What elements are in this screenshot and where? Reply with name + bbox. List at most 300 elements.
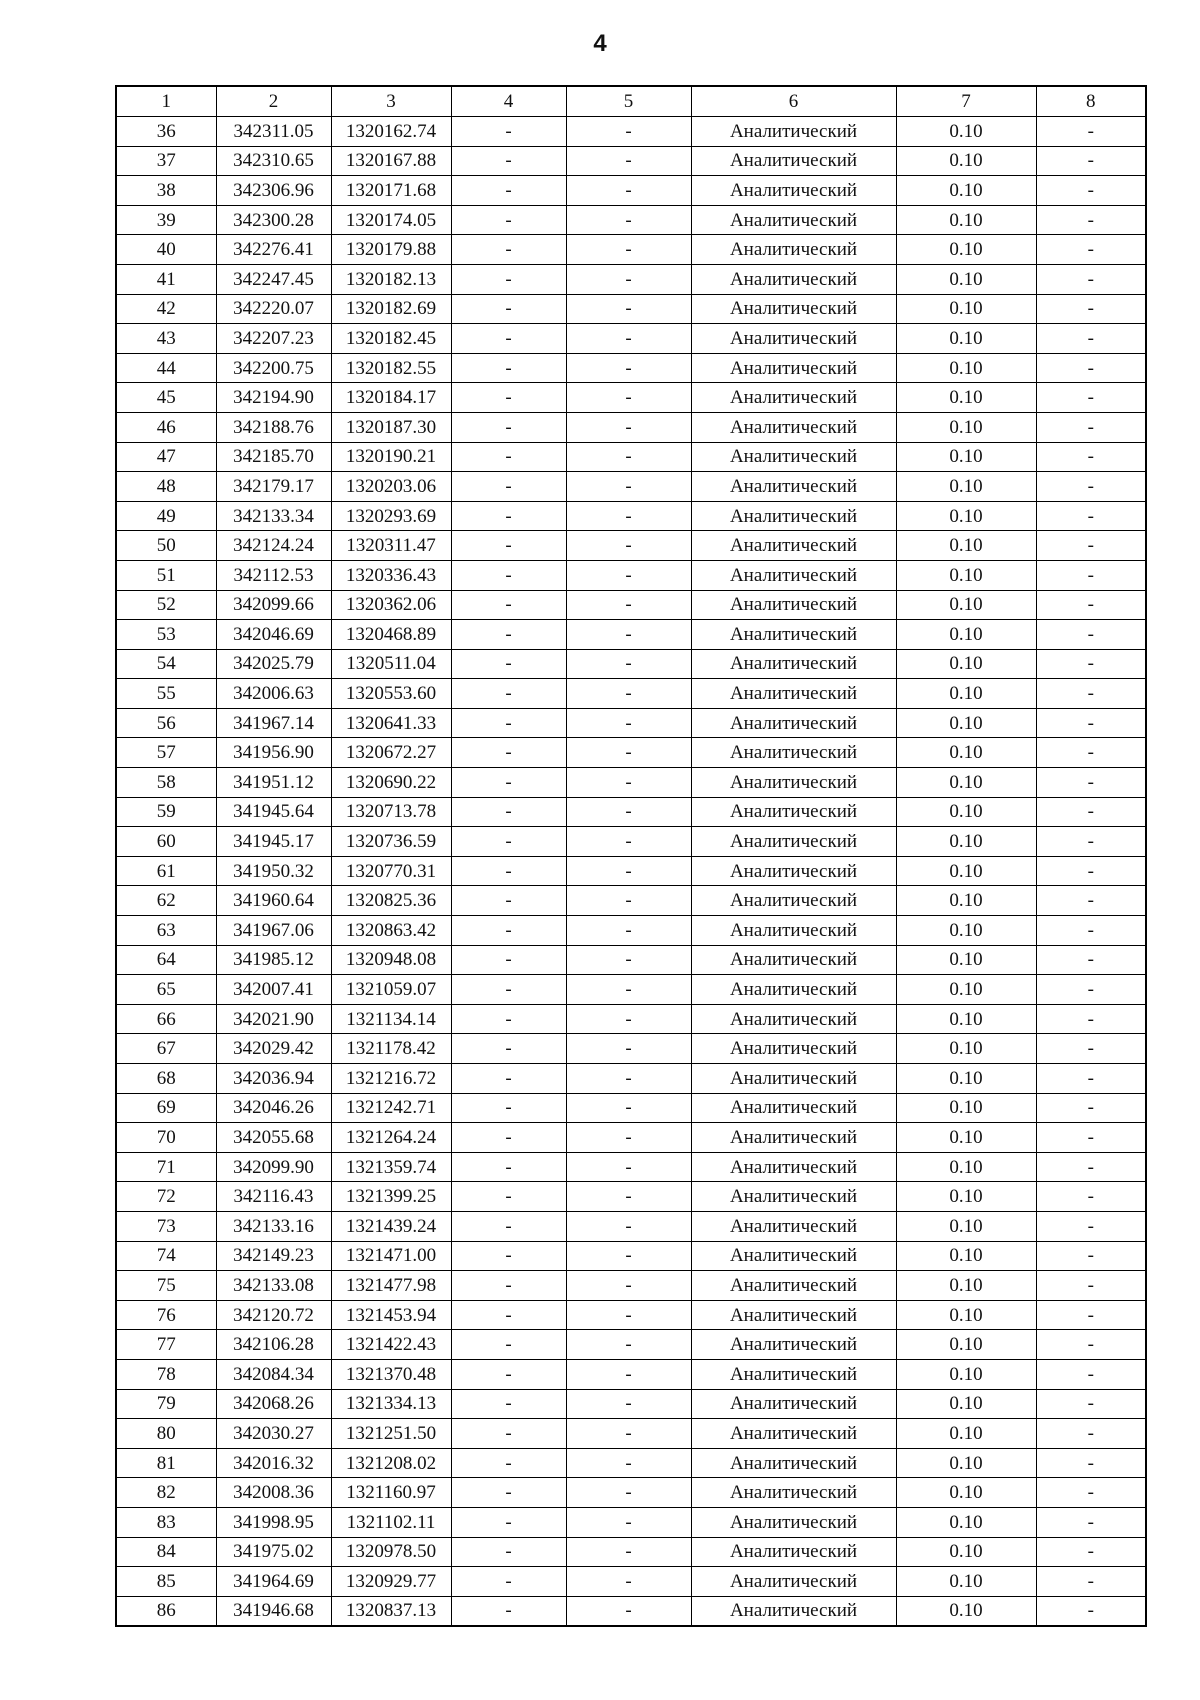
table-row [116, 353, 1146, 383]
table-cell-col-6: Аналитический [691, 353, 896, 383]
table-cell-col-3: 1321439.24 [331, 1211, 451, 1241]
table-cell-col-8: - [1036, 324, 1146, 354]
table-cell-col-5: - [566, 1330, 691, 1360]
table-cell-col-1: 54 [116, 649, 216, 679]
table-cell-col-5: - [566, 324, 691, 354]
table-cell-col-3: 1320825.36 [331, 886, 451, 916]
table-cell-col-2: 342185.70 [216, 442, 331, 472]
table-cell-col-5: - [566, 1567, 691, 1597]
column-header-1: 1 [116, 86, 216, 117]
table-cell-col-8: - [1036, 472, 1146, 502]
table-cell-col-2: 342188.76 [216, 412, 331, 442]
table-cell-col-7: 0.10 [896, 945, 1036, 975]
table-cell-col-2: 341985.12 [216, 945, 331, 975]
column-header-4: 4 [451, 86, 566, 117]
table-cell-col-6: Аналитический [691, 117, 896, 147]
table-cell-col-4: - [451, 1596, 566, 1626]
table-row [116, 1596, 1146, 1626]
table-cell-col-7: 0.10 [896, 708, 1036, 738]
table-cell-col-4: - [451, 886, 566, 916]
table-cell-col-1: 74 [116, 1241, 216, 1271]
table-cell-col-8: - [1036, 1271, 1146, 1301]
table-cell-col-4: - [451, 738, 566, 768]
table-cell-col-4: - [451, 1152, 566, 1182]
table-cell-col-8: - [1036, 531, 1146, 561]
table-cell-col-6: Аналитический [691, 1478, 896, 1508]
table-cell-col-8: - [1036, 1507, 1146, 1537]
table-cell-col-8: - [1036, 768, 1146, 798]
table-cell-col-4: - [451, 264, 566, 294]
table-cell-col-4: - [451, 649, 566, 679]
table-cell-col-3: 1320553.60 [331, 679, 451, 709]
table-row [116, 560, 1146, 590]
table-cell-col-8: - [1036, 442, 1146, 472]
table-cell-col-7: 0.10 [896, 1419, 1036, 1449]
table-cell-col-5: - [566, 1596, 691, 1626]
table-cell-col-1: 52 [116, 590, 216, 620]
table-cell-col-5: - [566, 679, 691, 709]
table-row [116, 412, 1146, 442]
table-cell-col-3: 1320190.21 [331, 442, 451, 472]
table-cell-col-8: - [1036, 1123, 1146, 1153]
table-cell-col-4: - [451, 205, 566, 235]
table-cell-col-1: 55 [116, 679, 216, 709]
table-cell-col-6: Аналитический [691, 679, 896, 709]
table-cell-col-7: 0.10 [896, 1123, 1036, 1153]
table-row [116, 1034, 1146, 1064]
table-cell-col-3: 1320162.74 [331, 117, 451, 147]
table-cell-col-6: Аналитический [691, 412, 896, 442]
table-cell-col-5: - [566, 531, 691, 561]
table-cell-col-1: 71 [116, 1152, 216, 1182]
table-cell-col-4: - [451, 1448, 566, 1478]
table-cell-col-6: Аналитический [691, 1093, 896, 1123]
table-cell-col-6: Аналитический [691, 1123, 896, 1153]
table-cell-col-7: 0.10 [896, 768, 1036, 798]
table-cell-col-2: 342133.16 [216, 1211, 331, 1241]
table-cell-col-4: - [451, 1241, 566, 1271]
table-cell-col-2: 342116.43 [216, 1182, 331, 1212]
table-cell-col-7: 0.10 [896, 117, 1036, 147]
table-cell-col-8: - [1036, 975, 1146, 1005]
table-cell-col-4: - [451, 916, 566, 946]
table-cell-col-7: 0.10 [896, 412, 1036, 442]
table-cell-col-3: 1320978.50 [331, 1537, 451, 1567]
table-cell-col-3: 1320187.30 [331, 412, 451, 442]
table-cell-col-7: 0.10 [896, 1359, 1036, 1389]
table-cell-col-1: 70 [116, 1123, 216, 1153]
table-cell-col-2: 342300.28 [216, 205, 331, 235]
table-cell-col-3: 1320184.17 [331, 383, 451, 413]
table-cell-col-8: - [1036, 235, 1146, 265]
table-row [116, 1004, 1146, 1034]
table-cell-col-7: 0.10 [896, 1596, 1036, 1626]
table-row [116, 1123, 1146, 1153]
table-cell-col-1: 69 [116, 1093, 216, 1123]
table-row [116, 176, 1146, 206]
table-cell-col-3: 1320770.31 [331, 856, 451, 886]
table-row [116, 442, 1146, 472]
table-cell-col-5: - [566, 1537, 691, 1567]
table-row [116, 1241, 1146, 1271]
table-row [116, 1211, 1146, 1241]
table-cell-col-8: - [1036, 146, 1146, 176]
table-cell-col-5: - [566, 472, 691, 502]
column-header-8: 8 [1036, 86, 1146, 117]
table-cell-col-1: 83 [116, 1507, 216, 1537]
table-cell-col-8: - [1036, 117, 1146, 147]
table-row [116, 649, 1146, 679]
table-cell-col-7: 0.10 [896, 1478, 1036, 1508]
table-cell-col-7: 0.10 [896, 1182, 1036, 1212]
table-cell-col-1: 51 [116, 560, 216, 590]
table-cell-col-4: - [451, 1567, 566, 1597]
table-cell-col-1: 44 [116, 353, 216, 383]
table-cell-col-7: 0.10 [896, 146, 1036, 176]
table-cell-col-4: - [451, 856, 566, 886]
table-cell-col-7: 0.10 [896, 353, 1036, 383]
table-cell-col-8: - [1036, 1389, 1146, 1419]
table-cell-col-1: 45 [116, 383, 216, 413]
table-cell-col-2: 342112.53 [216, 560, 331, 590]
table-cell-col-3: 1320293.69 [331, 501, 451, 531]
table-cell-col-5: - [566, 708, 691, 738]
table-row [116, 827, 1146, 857]
table-cell-col-1: 66 [116, 1004, 216, 1034]
page-number: 4 [593, 30, 607, 57]
table-cell-col-4: - [451, 176, 566, 206]
table-cell-col-2: 342311.05 [216, 117, 331, 147]
table-cell-col-4: - [451, 1537, 566, 1567]
table-cell-col-5: - [566, 590, 691, 620]
table-cell-col-5: - [566, 827, 691, 857]
table-row [116, 886, 1146, 916]
table-cell-col-3: 1321059.07 [331, 975, 451, 1005]
table-cell-col-2: 342306.96 [216, 176, 331, 206]
table-cell-col-5: - [566, 797, 691, 827]
column-header-5: 5 [566, 86, 691, 117]
table-cell-col-6: Аналитический [691, 886, 896, 916]
table-cell-col-2: 341975.02 [216, 1537, 331, 1567]
table-cell-col-4: - [451, 679, 566, 709]
table-cell-col-7: 0.10 [896, 442, 1036, 472]
table-cell-col-2: 342030.27 [216, 1419, 331, 1449]
table-row [116, 1389, 1146, 1419]
table-cell-col-7: 0.10 [896, 1330, 1036, 1360]
table-cell-col-2: 342008.36 [216, 1478, 331, 1508]
table-cell-col-3: 1320468.89 [331, 620, 451, 650]
table-cell-col-2: 342124.24 [216, 531, 331, 561]
table-cell-col-4: - [451, 1419, 566, 1449]
table-row [116, 738, 1146, 768]
table-cell-col-7: 0.10 [896, 501, 1036, 531]
table-cell-col-6: Аналитический [691, 146, 896, 176]
table-cell-col-6: Аналитический [691, 856, 896, 886]
coordinates-table [115, 85, 1147, 1627]
table-cell-col-7: 0.10 [896, 264, 1036, 294]
table-cell-col-2: 342007.41 [216, 975, 331, 1005]
table-cell-col-1: 57 [116, 738, 216, 768]
table-cell-col-6: Аналитический [691, 590, 896, 620]
table-cell-col-8: - [1036, 856, 1146, 886]
table-cell-col-7: 0.10 [896, 176, 1036, 206]
table-cell-col-6: Аналитический [691, 797, 896, 827]
table-cell-col-6: Аналитический [691, 916, 896, 946]
table-cell-col-6: Аналитический [691, 1537, 896, 1567]
table-cell-col-7: 0.10 [896, 1034, 1036, 1064]
table-cell-col-1: 39 [116, 205, 216, 235]
table-cell-col-8: - [1036, 1182, 1146, 1212]
table-cell-col-6: Аналитический [691, 383, 896, 413]
table-row [116, 531, 1146, 561]
table-cell-col-6: Аналитический [691, 205, 896, 235]
table-cell-col-3: 1321216.72 [331, 1064, 451, 1094]
table-cell-col-3: 1321102.11 [331, 1507, 451, 1537]
table-cell-col-6: Аналитический [691, 708, 896, 738]
table-cell-col-5: - [566, 738, 691, 768]
table-cell-col-7: 0.10 [896, 679, 1036, 709]
table-cell-col-6: Аналитический [691, 1507, 896, 1537]
table-cell-col-7: 0.10 [896, 975, 1036, 1005]
table-cell-col-7: 0.10 [896, 324, 1036, 354]
table-cell-col-2: 342149.23 [216, 1241, 331, 1271]
table-cell-col-5: - [566, 264, 691, 294]
table-row [116, 975, 1146, 1005]
table-cell-col-6: Аналитический [691, 1004, 896, 1034]
table-cell-col-3: 1321178.42 [331, 1034, 451, 1064]
table-cell-col-5: - [566, 560, 691, 590]
table-cell-col-6: Аналитический [691, 501, 896, 531]
table-cell-col-4: - [451, 1182, 566, 1212]
table-cell-col-7: 0.10 [896, 916, 1036, 946]
table-cell-col-4: - [451, 1507, 566, 1537]
table-cell-col-8: - [1036, 738, 1146, 768]
table-cell-col-6: Аналитический [691, 827, 896, 857]
table-cell-col-8: - [1036, 412, 1146, 442]
table-cell-col-4: - [451, 146, 566, 176]
table-cell-col-8: - [1036, 1448, 1146, 1478]
table-cell-col-6: Аналитический [691, 945, 896, 975]
table-cell-col-6: Аналитический [691, 472, 896, 502]
table-cell-col-4: - [451, 620, 566, 650]
column-header-3: 3 [331, 86, 451, 117]
table-cell-col-6: Аналитический [691, 1182, 896, 1212]
table-cell-col-7: 0.10 [896, 1507, 1036, 1537]
table-cell-col-2: 342021.90 [216, 1004, 331, 1034]
table-cell-col-4: - [451, 945, 566, 975]
table-cell-col-5: - [566, 235, 691, 265]
table-cell-col-5: - [566, 1211, 691, 1241]
table-row [116, 235, 1146, 265]
table-cell-col-5: - [566, 1064, 691, 1094]
table-cell-col-7: 0.10 [896, 383, 1036, 413]
table-cell-col-2: 342068.26 [216, 1389, 331, 1419]
table-cell-col-8: - [1036, 945, 1146, 975]
table-cell-col-6: Аналитический [691, 324, 896, 354]
table-row [116, 679, 1146, 709]
table-cell-col-2: 342200.75 [216, 353, 331, 383]
table-cell-col-4: - [451, 324, 566, 354]
table-row [116, 1567, 1146, 1597]
table-cell-col-4: - [451, 1478, 566, 1508]
table-cell-col-4: - [451, 501, 566, 531]
table-cell-col-5: - [566, 1271, 691, 1301]
table-row [116, 1359, 1146, 1389]
table-header [116, 86, 1146, 117]
table-cell-col-3: 1320182.45 [331, 324, 451, 354]
table-cell-col-2: 341951.12 [216, 768, 331, 798]
table-row [116, 383, 1146, 413]
table-row [116, 324, 1146, 354]
table-cell-col-1: 42 [116, 294, 216, 324]
column-header-2: 2 [216, 86, 331, 117]
table-row [116, 916, 1146, 946]
table-cell-col-3: 1320179.88 [331, 235, 451, 265]
table-cell-col-1: 38 [116, 176, 216, 206]
table-cell-col-3: 1321359.74 [331, 1152, 451, 1182]
table-cell-col-5: - [566, 1123, 691, 1153]
table-cell-col-2: 342310.65 [216, 146, 331, 176]
table-cell-col-1: 59 [116, 797, 216, 827]
table-cell-col-8: - [1036, 205, 1146, 235]
table-cell-col-2: 341946.68 [216, 1596, 331, 1626]
table-row [116, 1448, 1146, 1478]
table-cell-col-3: 1320362.06 [331, 590, 451, 620]
table-cell-col-1: 36 [116, 117, 216, 147]
table-row [116, 1330, 1146, 1360]
table-cell-col-5: - [566, 353, 691, 383]
table-cell-col-4: - [451, 294, 566, 324]
table-cell-col-3: 1320672.27 [331, 738, 451, 768]
table-cell-col-8: - [1036, 1567, 1146, 1597]
table-row [116, 1182, 1146, 1212]
table-cell-col-7: 0.10 [896, 1004, 1036, 1034]
table-row [116, 472, 1146, 502]
table-cell-col-6: Аналитический [691, 176, 896, 206]
table-cell-col-3: 1320311.47 [331, 531, 451, 561]
table-cell-col-1: 43 [116, 324, 216, 354]
table-cell-col-8: - [1036, 1419, 1146, 1449]
table-cell-col-3: 1321242.71 [331, 1093, 451, 1123]
table-cell-col-6: Аналитический [691, 1064, 896, 1094]
table-cell-col-5: - [566, 1152, 691, 1182]
table-cell-col-4: - [451, 1389, 566, 1419]
table-cell-col-2: 342276.41 [216, 235, 331, 265]
table-cell-col-1: 37 [116, 146, 216, 176]
table-cell-col-4: - [451, 827, 566, 857]
table-cell-col-7: 0.10 [896, 1093, 1036, 1123]
table-cell-col-2: 341945.17 [216, 827, 331, 857]
table-cell-col-6: Аналитический [691, 1211, 896, 1241]
table-cell-col-5: - [566, 1034, 691, 1064]
table-cell-col-8: - [1036, 620, 1146, 650]
table-cell-col-8: - [1036, 1330, 1146, 1360]
table-cell-col-1: 63 [116, 916, 216, 946]
table-cell-col-4: - [451, 975, 566, 1005]
table-cell-col-2: 342046.26 [216, 1093, 331, 1123]
table-cell-col-1: 58 [116, 768, 216, 798]
table-cell-col-1: 49 [116, 501, 216, 531]
table-cell-col-8: - [1036, 294, 1146, 324]
table-cell-col-1: 77 [116, 1330, 216, 1360]
table-cell-col-1: 82 [116, 1478, 216, 1508]
table-cell-col-3: 1320736.59 [331, 827, 451, 857]
table-cell-col-3: 1320713.78 [331, 797, 451, 827]
table-cell-col-7: 0.10 [896, 797, 1036, 827]
table-cell-col-1: 41 [116, 264, 216, 294]
table-cell-col-8: - [1036, 1211, 1146, 1241]
table-cell-col-4: - [451, 412, 566, 442]
table-cell-col-1: 84 [116, 1537, 216, 1567]
table-cell-col-5: - [566, 649, 691, 679]
table-cell-col-6: Аналитический [691, 768, 896, 798]
table-cell-col-4: - [451, 235, 566, 265]
table-cell-col-8: - [1036, 827, 1146, 857]
table-row [116, 1093, 1146, 1123]
table-cell-col-2: 342106.28 [216, 1330, 331, 1360]
table-row [116, 708, 1146, 738]
table-cell-col-2: 341945.64 [216, 797, 331, 827]
table-cell-col-4: - [451, 383, 566, 413]
table-cell-col-6: Аналитический [691, 1271, 896, 1301]
table-cell-col-7: 0.10 [896, 1152, 1036, 1182]
table-cell-col-3: 1321134.14 [331, 1004, 451, 1034]
table-cell-col-1: 75 [116, 1271, 216, 1301]
table-cell-col-5: - [566, 383, 691, 413]
table-cell-col-2: 342006.63 [216, 679, 331, 709]
table-cell-col-7: 0.10 [896, 649, 1036, 679]
table-cell-col-7: 0.10 [896, 1064, 1036, 1094]
table-cell-col-7: 0.10 [896, 827, 1036, 857]
table-cell-col-1: 67 [116, 1034, 216, 1064]
table-cell-col-3: 1321471.00 [331, 1241, 451, 1271]
table-cell-col-5: - [566, 620, 691, 650]
table-cell-col-1: 76 [116, 1300, 216, 1330]
table-cell-col-3: 1321453.94 [331, 1300, 451, 1330]
table-cell-col-5: - [566, 1300, 691, 1330]
table-cell-col-6: Аналитический [691, 1241, 896, 1271]
table-cell-col-5: - [566, 1448, 691, 1478]
table-cell-col-5: - [566, 1507, 691, 1537]
table-cell-col-6: Аналитический [691, 294, 896, 324]
table-cell-col-4: - [451, 1211, 566, 1241]
table-cell-col-3: 1320203.06 [331, 472, 451, 502]
table-cell-col-4: - [451, 797, 566, 827]
table-cell-col-2: 342133.08 [216, 1271, 331, 1301]
table-cell-col-8: - [1036, 590, 1146, 620]
table-cell-col-6: Аналитический [691, 1448, 896, 1478]
table-cell-col-3: 1320948.08 [331, 945, 451, 975]
table-cell-col-7: 0.10 [896, 472, 1036, 502]
table-row [116, 1419, 1146, 1449]
table-cell-col-8: - [1036, 264, 1146, 294]
table-cell-col-5: - [566, 916, 691, 946]
table-body [116, 117, 1146, 1627]
table-cell-col-4: - [451, 768, 566, 798]
table-cell-col-3: 1320174.05 [331, 205, 451, 235]
table-cell-col-5: - [566, 412, 691, 442]
table-cell-col-8: - [1036, 1596, 1146, 1626]
table-cell-col-4: - [451, 117, 566, 147]
table-cell-col-1: 68 [116, 1064, 216, 1094]
table-cell-col-7: 0.10 [896, 1241, 1036, 1271]
table-cell-col-4: - [451, 560, 566, 590]
table-cell-col-7: 0.10 [896, 1211, 1036, 1241]
table-cell-col-2: 342055.68 [216, 1123, 331, 1153]
table-cell-col-6: Аналитический [691, 1330, 896, 1360]
table-cell-col-2: 342179.17 [216, 472, 331, 502]
table-cell-col-3: 1320336.43 [331, 560, 451, 590]
